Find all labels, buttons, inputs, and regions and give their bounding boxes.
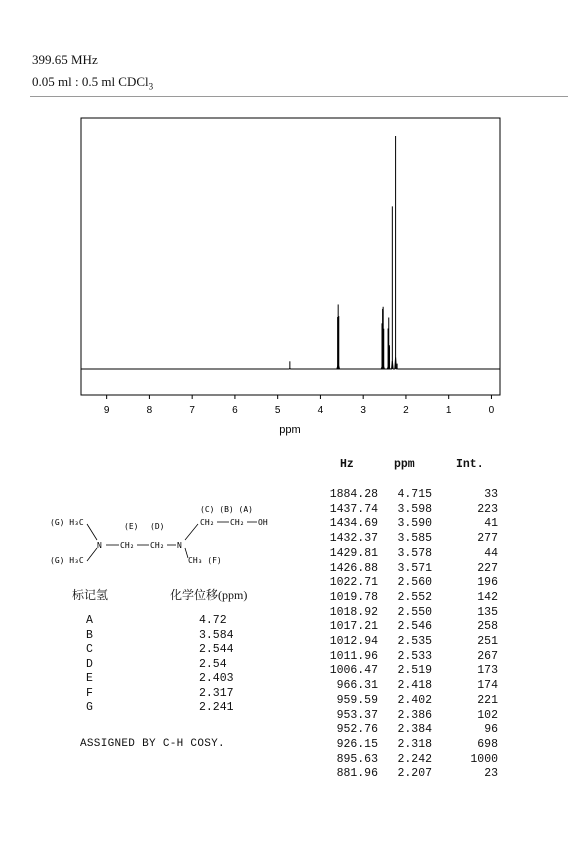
assignment-shift: 2.241 — [199, 701, 234, 714]
peak-hz: 1426.88 — [329, 561, 378, 575]
peak-hz: 953.37 — [336, 708, 378, 722]
peak-row — [318, 606, 518, 620]
peak-ppm: 3.590 — [397, 517, 432, 531]
x-tick-label: 7 — [189, 405, 195, 416]
peak-int: 223 — [477, 502, 498, 516]
peak-hz: 1006.47 — [329, 664, 378, 678]
assignment-header-hydrogen: 标记氢 — [72, 588, 109, 602]
peak-ppm: 2.552 — [397, 590, 432, 604]
assignment-shift: 2.403 — [199, 672, 234, 685]
group-ch2-b: CH₂ — [230, 518, 245, 527]
peak-table-header-ppm: ppm — [394, 458, 415, 471]
peak-hz: 1434.69 — [329, 517, 378, 531]
peak-row — [318, 532, 518, 546]
assignment-row — [82, 614, 282, 628]
peak-int: 44 — [484, 546, 498, 560]
peak-hz: 1018.92 — [329, 605, 378, 619]
peak-row — [318, 664, 518, 678]
group-ch2-d: CH₂ — [150, 541, 165, 550]
peak-row — [318, 488, 518, 502]
peak-int: 23 — [484, 767, 498, 781]
peak-hz: 1022.71 — [329, 576, 378, 590]
peak-row — [318, 562, 518, 576]
peak-row — [318, 591, 518, 605]
assignment-label: A — [86, 614, 93, 627]
group-ch3-f: CH₃ (F) — [188, 556, 222, 565]
peak-hz: 1432.37 — [329, 532, 378, 546]
peak-ppm: 2.546 — [397, 620, 432, 634]
peak-marks — [290, 136, 397, 369]
peak-table-header-int: Int. — [456, 458, 484, 471]
plot-frame — [81, 118, 500, 395]
label-e: (E) — [124, 522, 139, 531]
assignment-row — [82, 643, 282, 657]
peak-ppm: 3.585 — [397, 532, 432, 546]
spectrometer-frequency: 399.65 MHz — [32, 52, 98, 67]
label-g-top: (G) H₃C — [50, 518, 84, 527]
label-g-bottom: (G) H₃C — [50, 556, 84, 565]
peak-hz: 1019.78 — [329, 590, 378, 604]
peak-row — [318, 547, 518, 561]
assignment-label: F — [86, 686, 93, 700]
peak-int: 142 — [477, 590, 498, 604]
assignment-shift: 2.317 — [199, 686, 234, 700]
peak-ppm: 3.598 — [397, 502, 432, 516]
peak-int: 135 — [477, 605, 498, 619]
spectrum-trace — [81, 357, 500, 369]
peak-int: 173 — [477, 664, 498, 678]
assignment-shift: 3.584 — [199, 628, 234, 642]
peak-int: 1000 — [470, 752, 498, 766]
assignment-shift: 4.72 — [199, 614, 227, 627]
peak-hz: 1017.21 — [329, 620, 378, 634]
peak-ppm: 3.571 — [397, 561, 432, 575]
label-d: (D) — [150, 522, 165, 531]
group-ch2-c: CH₂ — [200, 518, 215, 527]
peak-ppm: 2.318 — [397, 737, 432, 751]
peak-ppm: 4.715 — [397, 488, 432, 501]
peak-int: 227 — [477, 561, 498, 575]
x-tick-label: 2 — [403, 405, 409, 416]
assignment-row — [82, 687, 282, 701]
peak-hz: 1012.94 — [329, 635, 378, 648]
peak-row — [318, 635, 518, 649]
peak-int: 33 — [484, 488, 498, 501]
peak-row — [318, 709, 518, 723]
peak-row — [318, 723, 518, 737]
peak-hz: 959.59 — [336, 693, 378, 707]
assignment-row — [82, 672, 282, 686]
peak-ppm: 2.386 — [397, 708, 432, 722]
peak-ppm: 2.533 — [397, 649, 432, 663]
peak-ppm: 2.242 — [397, 752, 432, 766]
group-oh: OH — [258, 518, 268, 527]
assignment-label: C — [86, 643, 93, 656]
x-tick-label: 6 — [232, 405, 238, 416]
peak-hz: 952.76 — [336, 723, 378, 737]
peak-row — [318, 679, 518, 693]
peak-int: 267 — [477, 649, 498, 663]
peak-row — [318, 650, 518, 664]
peak-hz: 1011.96 — [329, 649, 378, 663]
peak-hz: 1437.74 — [329, 502, 378, 516]
assignment-shift: 2.544 — [199, 643, 234, 656]
peak-ppm: 3.578 — [397, 546, 432, 560]
peak-int: 698 — [477, 737, 498, 751]
atom-n-right: N — [177, 541, 182, 550]
x-tick-label: 5 — [274, 405, 281, 416]
x-axis — [104, 395, 495, 416]
peak-ppm: 2.550 — [397, 605, 432, 619]
peak-int: 251 — [477, 635, 498, 648]
peak-ppm: 2.402 — [397, 693, 432, 707]
assignment-label: B — [86, 628, 93, 642]
x-axis-label: ppm — [279, 424, 301, 436]
molecular-structure — [50, 500, 290, 580]
peak-int: 41 — [484, 517, 498, 531]
x-tick-label: 4 — [317, 405, 324, 416]
label-cba: (C) (B) (A) — [200, 505, 253, 514]
peak-ppm: 2.519 — [397, 664, 432, 678]
assignment-label: E — [86, 672, 93, 685]
assignment-shift: 2.54 — [199, 657, 227, 671]
assignment-header-shift: 化学位移(ppm) — [170, 588, 248, 602]
peak-table-header-hz: Hz — [340, 458, 354, 471]
peak-hz: 895.63 — [336, 752, 378, 766]
peak-ppm: 2.384 — [397, 723, 432, 737]
peak-hz: 1884.28 — [329, 488, 378, 501]
peak-int: 258 — [477, 620, 498, 634]
x-tick-label: 9 — [103, 405, 110, 416]
peak-row — [318, 517, 518, 531]
atom-n-left: N — [97, 541, 102, 550]
peak-int: 96 — [484, 723, 498, 737]
peak-row — [318, 753, 518, 767]
assignment-label: G — [86, 701, 93, 714]
assignment-row — [82, 701, 282, 715]
assignment-row — [82, 658, 282, 672]
x-tick-label: 8 — [146, 405, 153, 416]
peak-hz: 881.96 — [336, 767, 378, 781]
peak-int: 221 — [477, 693, 498, 707]
x-tick-label: 1 — [445, 405, 452, 416]
assignment-note: ASSIGNED BY C-H COSY. — [80, 738, 225, 750]
peak-ppm: 2.418 — [397, 679, 432, 693]
peak-int: 277 — [477, 532, 498, 546]
peak-row — [318, 738, 518, 752]
peak-hz: 926.15 — [336, 737, 378, 751]
x-tick-label: 3 — [360, 405, 366, 416]
group-ch2-e: CH₂ — [120, 541, 135, 550]
peak-row — [318, 620, 518, 634]
peak-hz: 966.31 — [336, 679, 378, 693]
peak-ppm: 2.560 — [397, 576, 432, 590]
assignment-label: D — [86, 657, 93, 671]
sample-text: 0.05 ml : 0.5 ml CDCl — [32, 74, 149, 89]
x-tick-label: 0 — [488, 405, 495, 416]
peak-row — [318, 767, 518, 781]
sample-subscript: 3 — [148, 81, 154, 92]
peak-int: 196 — [477, 576, 498, 590]
peak-hz: 1429.81 — [329, 546, 378, 560]
peak-row — [318, 503, 518, 517]
peak-int: 174 — [477, 679, 498, 693]
peak-row — [318, 694, 518, 708]
peak-int: 102 — [477, 708, 498, 722]
assignment-row — [82, 629, 282, 643]
structure-bonds — [87, 522, 257, 561]
peak-ppm: 2.535 — [397, 635, 432, 648]
peak-row — [318, 576, 518, 590]
peak-ppm: 2.207 — [397, 767, 432, 781]
